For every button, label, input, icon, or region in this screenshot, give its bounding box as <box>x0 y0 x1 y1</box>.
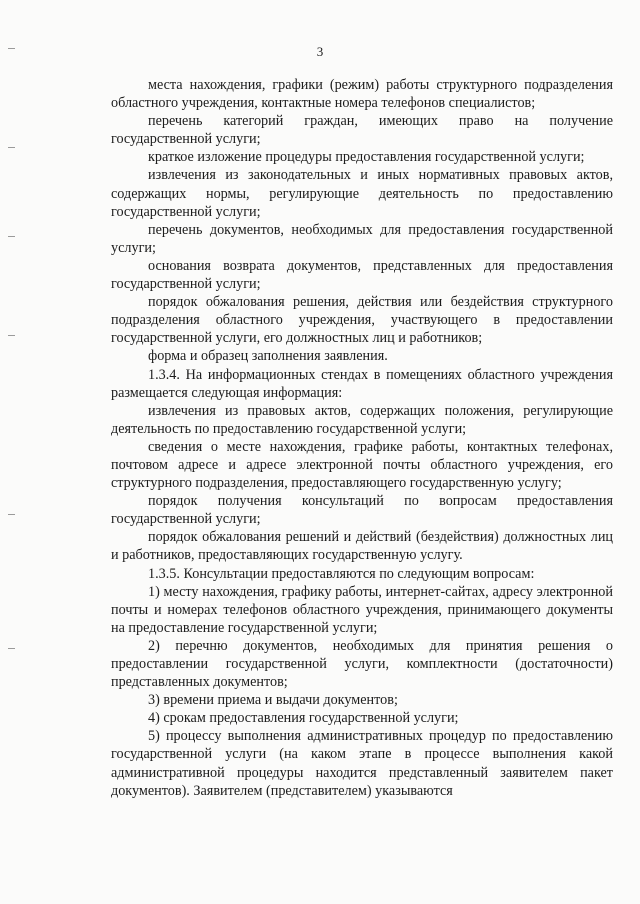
paragraph-consultation-procedure: порядок получения консультаций по вопросам предоставления государственной услуги; <box>111 493 613 528</box>
list-item-1: 1) месту нахождения, графику работы, интернет-сайтах, адресу электронной почты и номерах телефонов областного учреждения, принимающего документы на предоставление государственной услуги; <box>111 583 613 636</box>
paragraph-appeal-procedure: порядок обжалования решения, действия или бездействия структурного подразделения областного учреждения, участвующего в предоставлении государственной услуги, его должностных лиц и работников; <box>111 294 613 347</box>
paragraph-legal-extracts: извлечения из законодательных и иных нормативных правовых актов, содержащих нормы, регулирующие деятельность по предоставлению государственной услуги; <box>111 167 613 220</box>
margin-mark <box>8 335 15 336</box>
document-body <box>111 76 613 800</box>
paragraph-section-1-3-4: 1.3.4. На информационных стендах в помещениях областного учреждения размещается следующая информация: <box>111 366 613 401</box>
paragraph-citizen-categories: перечень категорий граждан, имеющих право на получение государственной услуги; <box>111 113 613 148</box>
list-item-4: 4) срокам предоставления государственной услуги; <box>148 710 459 727</box>
margin-mark <box>8 648 15 649</box>
margin-mark <box>8 147 15 148</box>
list-item-2: 2) перечню документов, необходимых для принятия решения о предоставлении государственной услуги, комплектности (достаточности) представленных документов; <box>111 637 613 691</box>
page-number: 3 <box>316 44 324 59</box>
paragraph-appeal-decisions: порядок обжалования решений и действий (бездействия) должностных лиц и работников, предоставляющих государственную услугу. <box>111 529 613 564</box>
paragraph-section-1-3-5: 1.3.5. Консультации предоставляются по следующим вопросам: <box>148 565 535 582</box>
paragraph-procedure-summary: краткое изложение процедуры предоставления государственной услуги; <box>148 149 585 166</box>
margin-mark <box>8 48 15 49</box>
margin-mark <box>8 236 15 237</box>
paragraph-return-grounds: основания возврата документов, представленных для предоставления государственной услуги; <box>111 257 613 293</box>
paragraph-contact-info: сведения о месте нахождения, графике работы, контактных телефонах, почтовом адресе и адресе электронной почты областного учреждения, его структурного подразделения, предоставляющего государственную услугу; <box>111 438 613 492</box>
paragraph-legal-acts-extracts: извлечения из правовых актов, содержащих положения, регулирующие деятельность по предоставлению государственной услуги; <box>111 402 613 437</box>
paragraph-application-form: форма и образец заполнения заявления. <box>148 348 388 365</box>
paragraph-locations: места нахождения, графики (режим) работы структурного подразделения областного учреждения, контактные номера телефонов специалистов; <box>111 77 613 112</box>
list-item-5: 5) процессу выполнения административных процедур по предоставлению государственной услуги (на каком этапе в процессе выполнения какой административной процедуры находится представленный заявителем пакет документов). Заявителем (представителем) указываются <box>111 728 613 799</box>
margin-mark <box>8 514 15 515</box>
paragraph-documents-list: перечень документов, необходимых для предоставления государственной услуги; <box>111 221 613 256</box>
list-item-3: 3) времени приема и выдачи документов; <box>148 692 398 709</box>
